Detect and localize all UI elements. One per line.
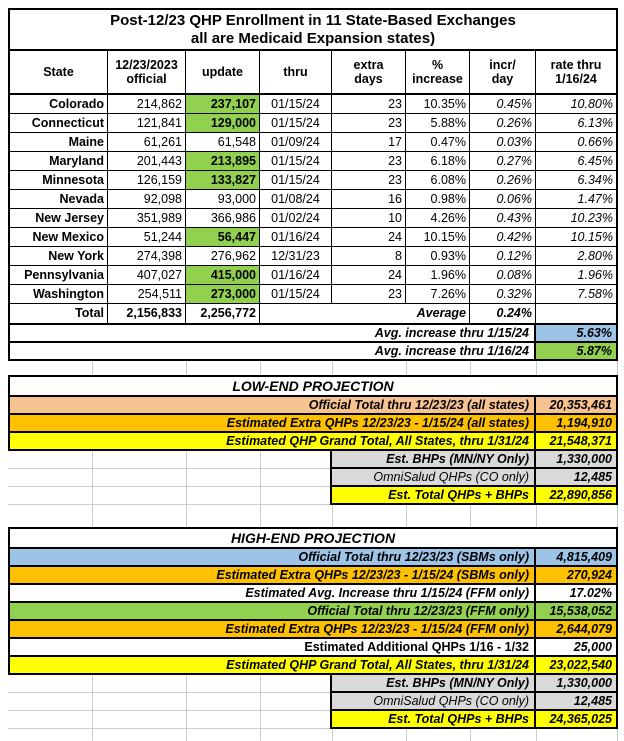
projection-sub-row <box>330 449 618 469</box>
high-end-title: HIGH-END PROJECTION <box>8 527 618 549</box>
cell-state: Washington <box>10 285 108 304</box>
cell-extra-days: 24 <box>332 266 406 285</box>
row-label: Estimated Additional QHPs 1/16 - 1/32 <box>10 639 534 655</box>
row-value: 22,890,856 <box>534 487 616 503</box>
row-value: 12,485 <box>534 469 616 485</box>
cell-extra-days: 24 <box>332 228 406 247</box>
low-end-projection <box>8 375 618 505</box>
cell-rate: 1.47% <box>536 190 616 209</box>
cell-pct-increase: 7.26% <box>406 285 470 304</box>
row-label: Estimated QHP Grand Total, All States, thru 1/31/24 <box>10 433 534 449</box>
row-value: 17.02% <box>534 585 616 601</box>
cell-official: 274,398 <box>108 247 186 266</box>
cell-update: 56,447 <box>186 228 260 247</box>
row-value: 270,924 <box>534 567 616 583</box>
avg-label: Avg. increase thru 1/15/24 <box>374 326 529 340</box>
cell-extra-days: 23 <box>332 114 406 133</box>
cell-thru: 01/15/24 <box>260 152 332 171</box>
cell-pct-increase: 6.18% <box>406 152 470 171</box>
projection-row <box>8 619 618 639</box>
table-title <box>10 10 616 51</box>
cell-update: 273,000 <box>186 285 260 304</box>
cell-thru: 01/15/24 <box>260 171 332 190</box>
cell-update: 61,548 <box>186 133 260 152</box>
header-thru: thru <box>260 51 332 93</box>
row-label: OmniSalud QHPs (CO only) <box>332 693 534 709</box>
cell-thru: 01/16/24 <box>260 266 332 285</box>
cell-update: 366,986 <box>186 209 260 228</box>
projection-row <box>8 395 618 415</box>
row-value: 15,538,052 <box>534 603 616 619</box>
high-end-sub-block <box>8 675 618 729</box>
table-row-washington <box>10 285 616 304</box>
cell-thru: 01/02/24 <box>260 209 332 228</box>
projection-sub-row <box>330 467 618 487</box>
cell-extra-days: 16 <box>332 190 406 209</box>
cell-official: 351,989 <box>108 209 186 228</box>
cell-rate: 2.80% <box>536 247 616 266</box>
row-value: 23,022,540 <box>534 657 616 673</box>
cell-pct-increase: 0.98% <box>406 190 470 209</box>
avg-value: 5.63% <box>534 325 616 341</box>
cell-incr-day: 0.03% <box>470 133 536 152</box>
cell-incr-day: 0.26% <box>470 171 536 190</box>
total-update: 2,256,772 <box>186 304 260 323</box>
avg-increase-row-1-16 <box>8 341 618 361</box>
row-label: Est. Total QHPs + BHPs <box>332 711 534 727</box>
title-line-1: Post-12/23 QHP Enrollment in 11 State-Based Exchanges <box>110 12 516 29</box>
row-label: Estimated Avg. Increase thru 1/15/24 (FFM only) <box>10 585 534 601</box>
row-label: Official Total thru 12/23/23 (FFM only) <box>10 603 534 619</box>
row-value: 20,353,461 <box>534 397 616 413</box>
total-official: 2,156,833 <box>108 304 186 323</box>
spacer-gridlines <box>8 505 618 527</box>
cell-pct-increase: 10.35% <box>406 95 470 114</box>
cell-pct-increase: 6.08% <box>406 171 470 190</box>
cell-state: New Mexico <box>10 228 108 247</box>
enrollment-table <box>8 8 618 325</box>
header-row <box>10 51 616 95</box>
cell-pct-increase: 0.47% <box>406 133 470 152</box>
row-value: 12,485 <box>534 693 616 709</box>
cell-rate: 10.15% <box>536 228 616 247</box>
cell-update: 213,895 <box>186 152 260 171</box>
cell-pct-increase: 5.88% <box>406 114 470 133</box>
header-rate-thru: rate thru 1/16/24 <box>550 58 602 86</box>
row-label: Estimated Extra QHPs 12/23/23 - 1/15/24 (FFM only) <box>10 621 534 637</box>
header-state: State <box>10 51 108 93</box>
average-value: 0.24% <box>470 304 536 323</box>
projection-row <box>8 413 618 433</box>
header-official: 12/23/2023 official <box>108 51 186 93</box>
table-row-pennsylvania <box>10 266 616 285</box>
cell-rate: 10.23% <box>536 209 616 228</box>
spacer-gridlines <box>8 675 330 729</box>
table-row-colorado <box>10 95 616 114</box>
cell-incr-day: 0.08% <box>470 266 536 285</box>
projection-row <box>8 547 618 567</box>
row-label: OmniSalud QHPs (CO only) <box>332 469 534 485</box>
avg-value: 5.87% <box>534 343 616 359</box>
cell-thru: 12/31/23 <box>260 247 332 266</box>
projection-sub-row <box>330 485 618 505</box>
row-value: 1,330,000 <box>534 675 616 691</box>
cell-rate: 6.45% <box>536 152 616 171</box>
cell-thru: 01/15/24 <box>260 285 332 304</box>
projection-row <box>8 431 618 451</box>
row-value: 24,365,025 <box>534 711 616 727</box>
cell-thru: 01/16/24 <box>260 228 332 247</box>
row-label: Estimated Extra QHPs 12/23/23 - 1/15/24 (SBMs only) <box>10 567 534 583</box>
cell-thru: 01/09/24 <box>260 133 332 152</box>
table-row-maryland <box>10 152 616 171</box>
cell-official: 126,159 <box>108 171 186 190</box>
cell-extra-days: 23 <box>332 95 406 114</box>
cell-state: Maryland <box>10 152 108 171</box>
cell-rate: 7.58% <box>536 285 616 304</box>
cell-pct-increase: 10.15% <box>406 228 470 247</box>
total-label: Total <box>10 304 108 323</box>
row-label: Est. Total QHPs + BHPs <box>332 487 534 503</box>
row-label: Est. BHPs (MN/NY Only) <box>332 451 534 467</box>
cell-update: 93,000 <box>186 190 260 209</box>
low-end-sub-block <box>8 451 618 505</box>
spacer-gridlines <box>8 729 618 741</box>
total-rate-empty <box>536 304 616 323</box>
cell-extra-days: 8 <box>332 247 406 266</box>
projection-row <box>8 565 618 585</box>
cell-incr-day: 0.12% <box>470 247 536 266</box>
cell-official: 61,261 <box>108 133 186 152</box>
cell-extra-days: 23 <box>332 285 406 304</box>
cell-extra-days: 23 <box>332 171 406 190</box>
table-row-maine <box>10 133 616 152</box>
table-row-nevada <box>10 190 616 209</box>
cell-official: 407,027 <box>108 266 186 285</box>
cell-thru: 01/15/24 <box>260 114 332 133</box>
row-label: Official Total thru 12/23/23 (all states) <box>10 397 534 413</box>
projection-sub-row <box>330 709 618 729</box>
cell-state: Colorado <box>10 95 108 114</box>
cell-update: 133,827 <box>186 171 260 190</box>
cell-pct-increase: 4.26% <box>406 209 470 228</box>
cell-thru: 01/08/24 <box>260 190 332 209</box>
cell-update: 237,107 <box>186 95 260 114</box>
cell-official: 92,098 <box>108 190 186 209</box>
cell-state: Minnesota <box>10 171 108 190</box>
cell-rate: 6.34% <box>536 171 616 190</box>
cell-thru: 01/15/24 <box>260 95 332 114</box>
row-value: 21,548,371 <box>534 433 616 449</box>
projection-row <box>8 583 618 603</box>
spacer-gridlines <box>8 451 330 505</box>
cell-state: Maine <box>10 133 108 152</box>
table-row-new-mexico <box>10 228 616 247</box>
cell-incr-day: 0.43% <box>470 209 536 228</box>
cell-incr-day: 0.32% <box>470 285 536 304</box>
projection-row <box>8 601 618 621</box>
header-update: update <box>186 51 260 93</box>
cell-extra-days: 10 <box>332 209 406 228</box>
row-value: 1,330,000 <box>534 451 616 467</box>
cell-state: Nevada <box>10 190 108 209</box>
cell-official: 214,862 <box>108 95 186 114</box>
low-end-title: LOW-END PROJECTION <box>8 375 618 397</box>
cell-rate: 1.96% <box>536 266 616 285</box>
row-value: 1,194,910 <box>534 415 616 431</box>
table-row-connecticut <box>10 114 616 133</box>
cell-state: New Jersey <box>10 209 108 228</box>
cell-official: 201,443 <box>108 152 186 171</box>
row-label: Est. BHPs (MN/NY Only) <box>332 675 534 691</box>
row-value: 2,644,079 <box>534 621 616 637</box>
spacer-gridlines <box>8 361 618 375</box>
cell-update: 276,962 <box>186 247 260 266</box>
cell-official: 254,511 <box>108 285 186 304</box>
projection-row <box>8 637 618 657</box>
cell-incr-day: 0.06% <box>470 190 536 209</box>
row-label: Estimated QHP Grand Total, All States, thru 1/31/24 <box>10 657 534 673</box>
average-label: Average <box>260 304 470 323</box>
cell-incr-day: 0.45% <box>470 95 536 114</box>
cell-rate: 6.13% <box>536 114 616 133</box>
row-label: Official Total thru 12/23/23 (SBMs only) <box>10 549 534 565</box>
row-value: 25,000 <box>534 639 616 655</box>
cell-pct-increase: 0.93% <box>406 247 470 266</box>
table-row-new-york <box>10 247 616 266</box>
projection-row <box>8 655 618 675</box>
cell-update: 415,000 <box>186 266 260 285</box>
row-label: Estimated Extra QHPs 12/23/23 - 1/15/24 (all states) <box>10 415 534 431</box>
table-row-total <box>10 304 616 323</box>
table-row-new-jersey <box>10 209 616 228</box>
header-extra-days: extra days <box>332 51 406 93</box>
projection-sub-row <box>330 673 618 693</box>
cell-extra-days: 23 <box>332 152 406 171</box>
cell-pct-increase: 1.96% <box>406 266 470 285</box>
cell-incr-day: 0.27% <box>470 152 536 171</box>
cell-official: 121,841 <box>108 114 186 133</box>
header-pct-increase: % increase <box>406 51 470 93</box>
cell-incr-day: 0.42% <box>470 228 536 247</box>
cell-official: 51,244 <box>108 228 186 247</box>
row-value: 4,815,409 <box>534 549 616 565</box>
cell-state: Connecticut <box>10 114 108 133</box>
title-line-2: all are Medicaid Expansion states) <box>190 30 436 47</box>
header-incr-day: incr/ day <box>470 51 536 93</box>
avg-label: Avg. increase thru 1/16/24 <box>374 344 529 358</box>
cell-incr-day: 0.26% <box>470 114 536 133</box>
cell-rate: 0.66% <box>536 133 616 152</box>
cell-state: New York <box>10 247 108 266</box>
table-row-minnesota <box>10 171 616 190</box>
projection-sub-row <box>330 691 618 711</box>
cell-update: 129,000 <box>186 114 260 133</box>
high-end-projection <box>8 527 618 729</box>
cell-extra-days: 17 <box>332 133 406 152</box>
cell-state: Pennsylvania <box>10 266 108 285</box>
cell-rate: 10.80% <box>536 95 616 114</box>
avg-increase-row-1-15 <box>8 323 618 343</box>
